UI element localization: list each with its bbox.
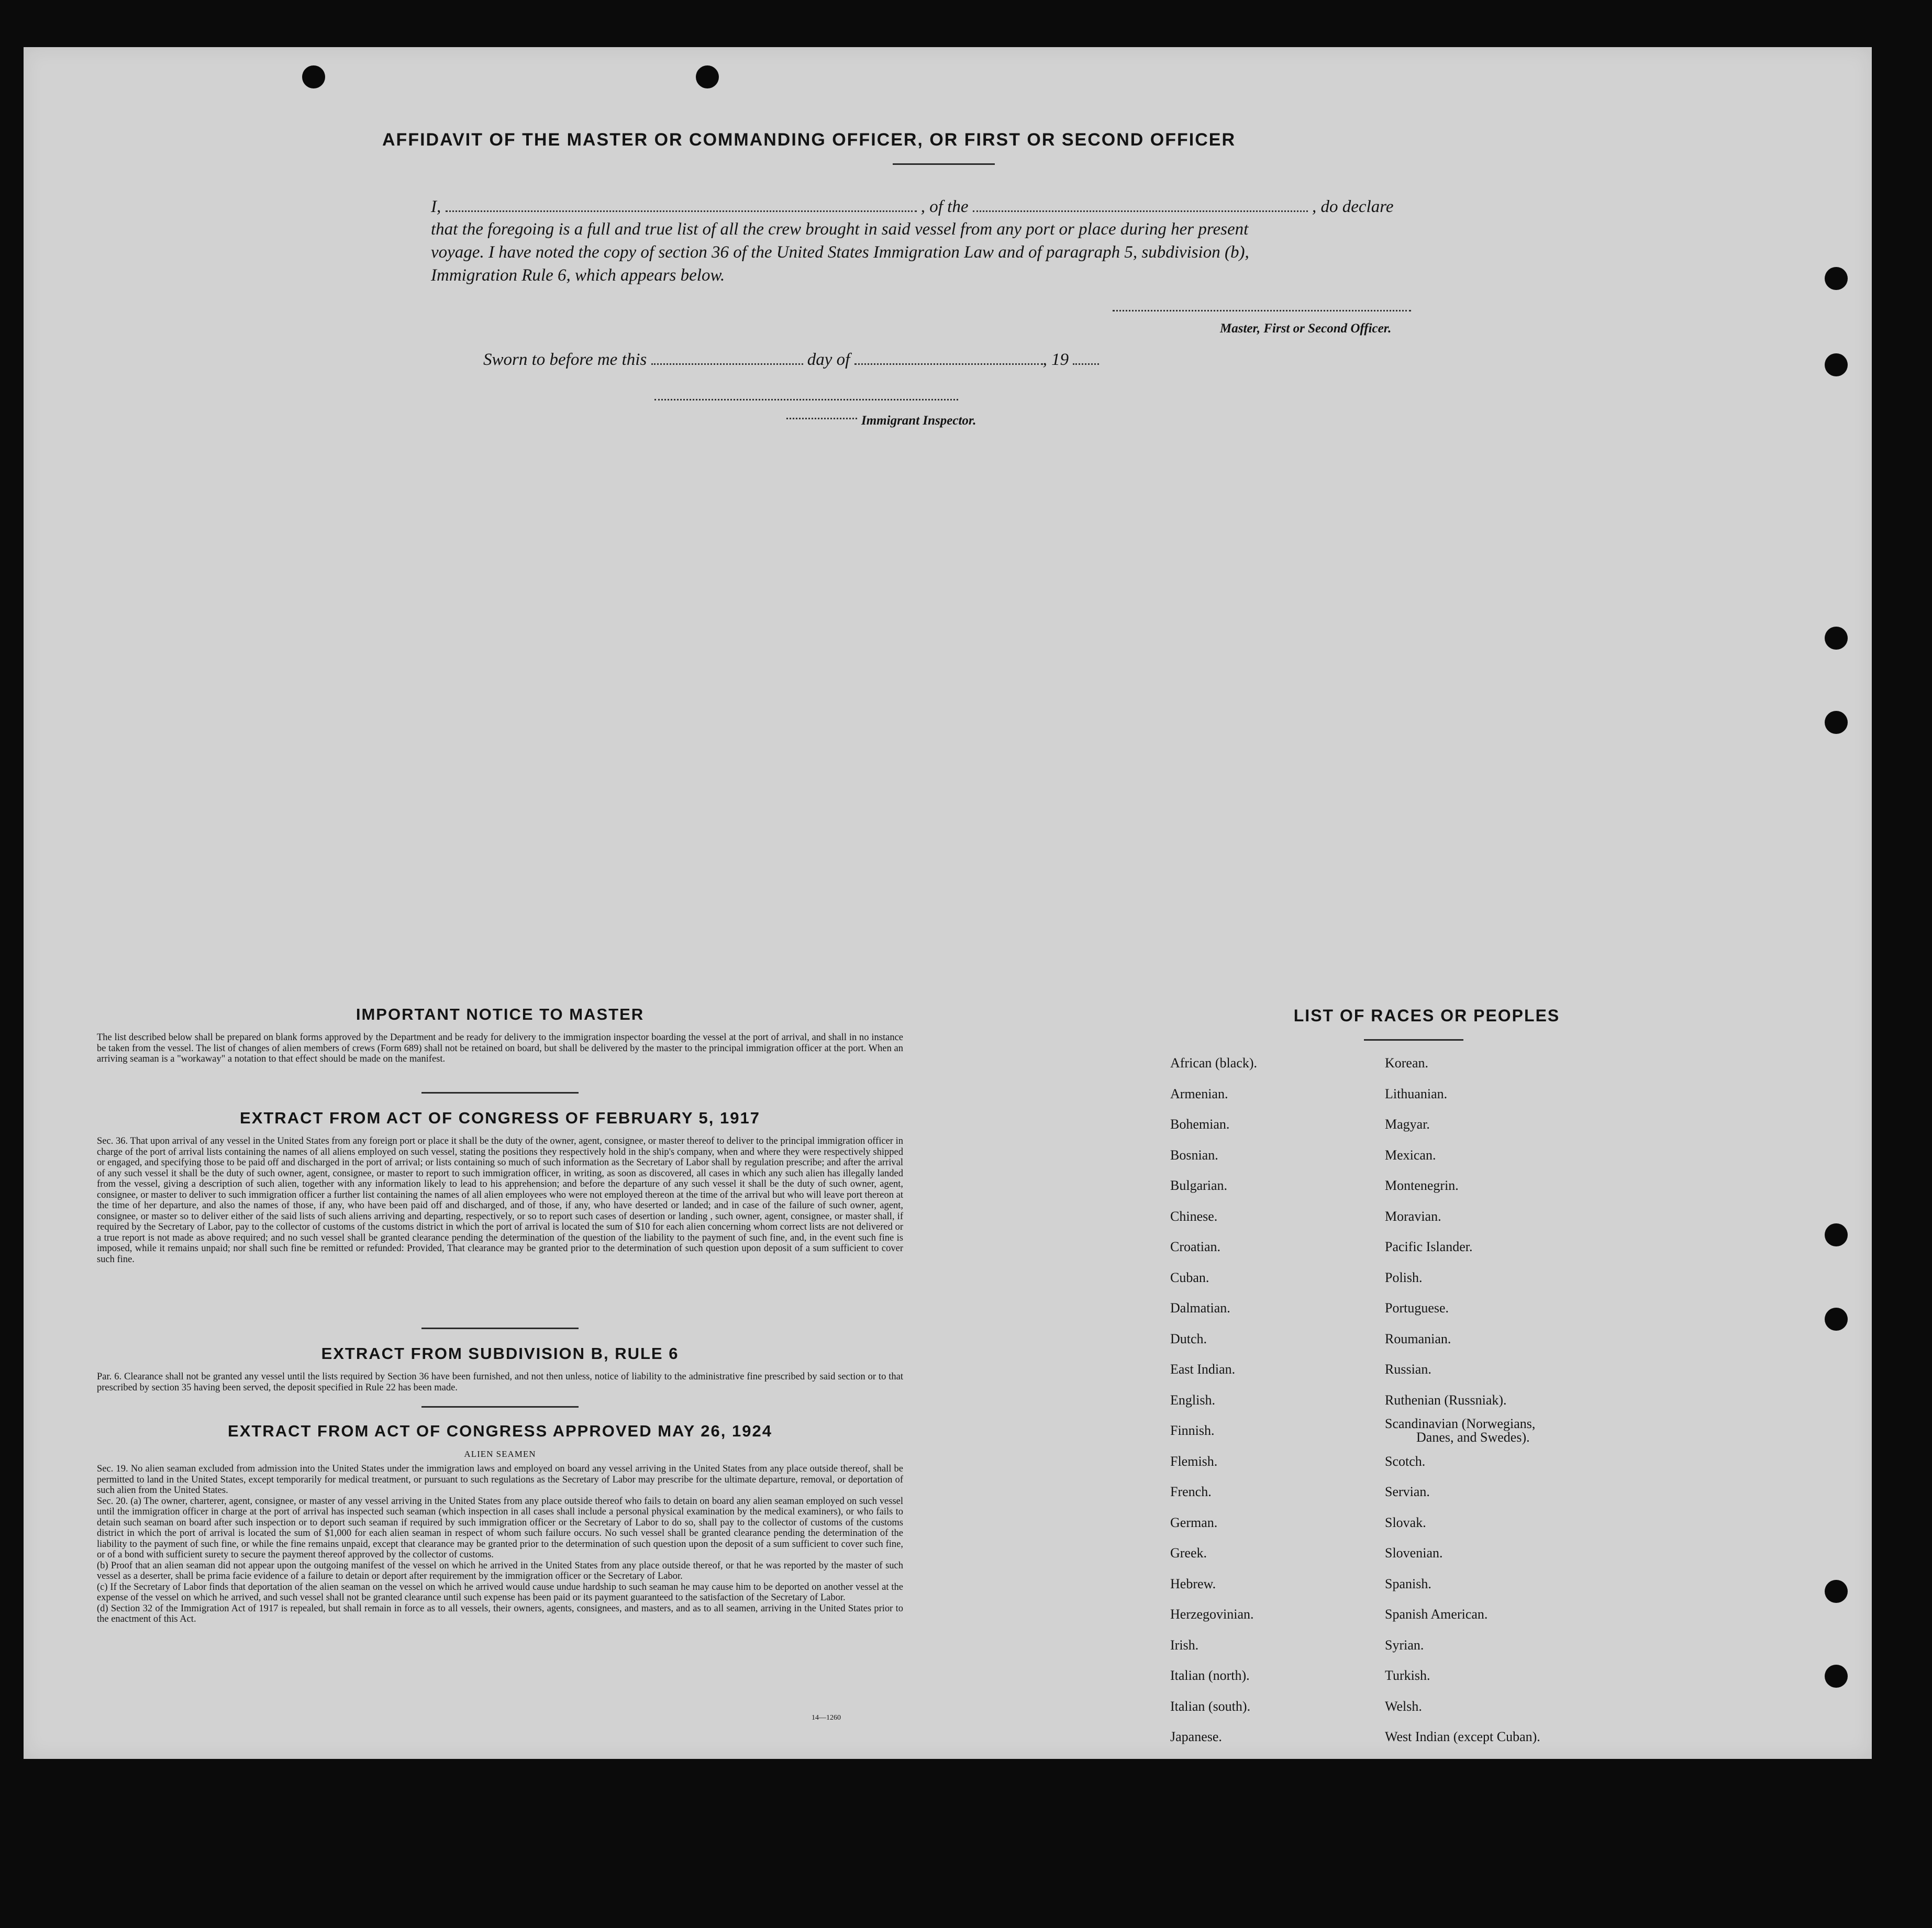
race-item: Montenegrin. [1385,1178,1459,1193]
sworn-day-field[interactable] [651,348,803,365]
race-item: Bulgarian. [1170,1178,1228,1193]
sworn-month-field[interactable] [854,348,1043,365]
binder-hole-right-7 [1825,1580,1848,1603]
race-item: Chinese. [1170,1208,1218,1224]
affidavit-declaration [431,195,1489,287]
race-item: Finnish. [1170,1423,1215,1438]
inspector-signature-label: Immigrant Inspector. [861,414,976,428]
race-item: Magyar. [1385,1117,1430,1132]
affidavit-title: AFFIDAVIT OF THE MASTER OR COMMANDING OFFICER, OR FIRST OR SECOND OFFICER [382,130,1236,150]
extract-rule6-title: EXTRACT FROM SUBDIVISION B, RULE 6 [321,1344,679,1363]
races-divider [1364,1039,1463,1041]
race-item: Armenian. [1170,1086,1228,1101]
race-item: Herzegovinian. [1170,1607,1254,1622]
races-right-column [1385,1048,1540,1753]
race-item: African (black). [1170,1055,1258,1071]
binder-hole-right-5 [1825,1223,1848,1246]
extract-1924-paragraph: (d) Section 32 of the Immigration Act of 1917 is repealed, but shall remain in force as to all vessels, their owners, agents, consignees, and masters, and as to all seamen, arriving in the United States prior to the enactment of this Act. [97,1603,903,1624]
race-item [1385,1416,1540,1446]
extract-1924-text [97,1464,903,1625]
race-item: Hebrew. [1170,1576,1216,1591]
race-item: Syrian. [1385,1637,1424,1653]
race-item-line: Scandinavian (Norwegians, [1385,1416,1536,1431]
race-item: Scotch. [1385,1453,1426,1469]
race-item: Japanese. [1170,1729,1222,1744]
extract-1924-paragraph: (b) Proof that an alien seaman did not appear upon the outgoing manifest of the vessel on which he arrived in the United States from any place outside thereof, or that he was reported by the master of such vessel as a deserter, shall be prima facie evidence of a failure to detain or deport after requirement by the immigration officer or the Secretary of Labor. [97,1560,903,1581]
form-number: 14—1260 [812,1714,841,1722]
race-item: English. [1170,1392,1215,1408]
declaration-line-2: that the foregoing is a full and true list of all the crew brought in said vessel from any port or place during her present [431,220,1249,239]
extract-rule6-divider [421,1406,579,1408]
sworn-day-of: day of [807,350,850,369]
document-page [24,47,1872,1759]
race-item: Croatian. [1170,1239,1221,1254]
race-item: French. [1170,1484,1212,1499]
inspector-prefix-line [786,418,857,419]
sworn-line [483,348,1099,370]
binder-hole-right-1 [1825,267,1848,290]
binder-hole-right-3 [1825,627,1848,650]
race-item: Bosnian. [1170,1147,1218,1163]
race-item: German. [1170,1514,1218,1530]
race-item: Greek. [1170,1545,1207,1561]
race-item: Dutch. [1170,1331,1207,1346]
race-item: Moravian. [1385,1208,1441,1224]
race-item: Welsh. [1385,1698,1422,1714]
extract-rule6-text: Par. 6. Clearance shall not be granted any vessel until the lists required by Section 36 have been furnished, and not then unless, notice of liability to the administrative fine prescribed by said section or to that prescribed by section 35 having been served, the deposit specified in Rule 22 has been made. [97,1372,903,1393]
race-item: Italian (south). [1170,1698,1251,1714]
vessel-name-field[interactable] [973,195,1308,212]
race-item: Roumanian. [1385,1331,1451,1346]
race-item: Polish. [1385,1269,1423,1285]
races-title: LIST OF RACES OR PEOPLES [1293,1006,1560,1025]
race-item-continuation: Danes, and Swedes). [1416,1430,1530,1445]
race-item: West Indian (except Cuban). [1385,1729,1540,1744]
race-item: Pacific Islander. [1385,1239,1473,1254]
race-item: Korean. [1385,1055,1429,1071]
race-item: Mexican. [1385,1147,1436,1163]
sworn-year-prefix: , 19 [1042,350,1069,369]
extract-1924-paragraph: Sec. 20. (a) The owner, charterer, agent, consignee, or master of any vessel arriving in the United States from any place outside thereof who fails to detain on board any alien seaman employed on such vessel until the immigration officer in charge at the port of arrival has inspected such seaman (which inspection in all cases shall include a personal physical examination by the medical examiners), or who fails to detain such seaman on board after such inspection or to deport such seaman if required by such immigration officer or the Secretary of Labor to do so, shall pay to the collector of customs of the customs district in which the port of arrival is located the sum of $1,000 for each alien seaman in respect of whom such failure occurs. No such vessel shall be granted clearance pending the determination of the liability to the payment of such fine, or while the fine remains unpaid, except that clearance may be granted prior to the determination of such question upon the deposit of a sum sufficient to cover such fine, or of a bond with sufficient surety to secure the payment thereof approved by the collector of customs. [97,1496,903,1560]
races-left-column [1170,1048,1257,1753]
extract-1924-paragraph: Sec. 19. No alien seaman excluded from admission into the United States under the immigration laws and employed on board any vessel arriving in the United States from any place outside thereof, shall be permitted to land in the United States, except temporarily for medical treatment, or pursuant to such regulations as the Secretary of Labor may prescribe for the ultimate departure, removal, or deportation of such alien from the United States. [97,1464,903,1496]
race-item: Servian. [1385,1484,1430,1499]
race-item: Russian. [1385,1362,1431,1377]
race-item: Italian (north). [1170,1668,1250,1683]
race-item: Portuguese. [1385,1300,1449,1316]
sworn-prefix: Sworn to before me this [483,350,647,369]
title-divider [893,163,995,165]
declaration-line-4: Immigration Rule 6, which appears below. [431,266,725,285]
declaration-of-the: , of the [920,197,969,216]
race-item: Dalmatian. [1170,1300,1230,1316]
master-signature-line[interactable] [1113,310,1411,311]
binder-hole-top-center [696,65,719,88]
sworn-year-field[interactable] [1073,348,1099,365]
declaration-i: I, [431,197,441,216]
notice-title: IMPORTANT NOTICE TO MASTER [356,1005,645,1023]
race-item: Irish. [1170,1637,1199,1653]
inspector-signature-line[interactable] [654,399,958,400]
race-item: Ruthenian (Russniak). [1385,1392,1507,1408]
race-item: East Indian. [1170,1362,1236,1377]
race-item: Cuban. [1170,1269,1209,1285]
race-item: Slovenian. [1385,1545,1443,1561]
race-item: Lithuanian. [1385,1086,1448,1101]
notice-text: The list described below shall be prepared on blank forms approved by the Department and be ready for delivery to the immigration inspector boarding the vessel at the port of arrival, and shall in no instance be taken from the vessel. The list of changes of alien members of crews (Form 689) shall not be retained on board, but shall be delivered by the master to the principal immigration officer at the port. When an arriving seaman is a "workaway" a notation to that effect should be made on the manifest. [97,1032,903,1064]
binder-hole-right-2 [1825,353,1848,376]
notice-divider [421,1092,579,1094]
officer-name-field[interactable] [446,195,917,212]
extract-1924-subtitle: ALIEN SEAMEN [464,1449,536,1459]
extract-1917-title: EXTRACT FROM ACT OF CONGRESS OF FEBRUARY 5, 1917 [240,1109,760,1127]
race-item: Flemish. [1170,1453,1218,1469]
race-item: Slovak. [1385,1514,1426,1530]
extract-1924-paragraph: (c) If the Secretary of Labor finds that deportation of the alien seaman on the vessel on which he arrived would cause undue hardship to such seaman he may cause him to be deported on another vessel at the expense of the vessel on which he arrived, and such vessel shall not be granted clearance until such expense has been paid or its payment guaranteed to the satisfaction of the Secretary of Labor. [97,1581,903,1603]
binder-hole-right-4 [1825,711,1848,734]
extract-1917-text: Sec. 36. That upon arrival of any vessel in the United States from any foreign port or place it shall be the duty of the owner, agent, consignee, or master thereof to deliver to the principal immigration officer in charge of the port of arrival lists containing the names of all aliens employed on such vessel, stating the positions they respectively hold in the ship's company, when and where they were respectively shipped or engaged, and specifying those to be paid off and discharged in the port of arrival; or lists containing so much of such information as the Secretary of Labor shall by regulation prescribe; and after the arrival of any such vessel it shall be the duty of such owner, agent, consignee, or master to report to such immigration officer, in writing, as soon as discovered, all cases in which any such alien has illegally landed from the vessel, giving a description of such alien, together with any information likely to lead to his apprehension; and before the departure of any such vessel it shall be the duty of such owner, agent, consignee, or master to deliver to such immigration officer a further list containing the names of all alien employees who were not employed thereon at the time of the arrival but who will leave port thereon at the time of her departure, and also the names of those, if any, who have been paid off and discharged, and of those, if any, who have deserted or landed; and in case of the failure of such owner, agent, consignee, or master so to deliver either of the said lists of such aliens arriving and departing, respectively, or so to report such cases of desertion or landing , such owner, agent, consignee, or master shall, if required by the Secretary of Labor, pay to the collector of customs of the customs district in which the port of arrival is located the sum of $10 for each alien concerning whom correct lists are not delivered or a true report is not made as above required; and no such vessel shall be granted clearance pending the determination of the question of the liability to the payment of such fine, and, in the event such fine is imposed, while it remains unpaid; nor shall such fine be remitted or refunded: Provided, That clearance may be granted prior to the determination of such question upon deposit of a sum sufficient to cover such fine. [97,1136,903,1265]
race-item: Turkish. [1385,1668,1430,1683]
declaration-do-declare: , do declare [1312,197,1394,216]
binder-hole-top-left [302,65,325,88]
master-signature-label: Master, First or Second Officer. [1220,321,1392,336]
binder-hole-right-6 [1825,1308,1848,1331]
extract-1917-divider [421,1328,579,1329]
race-item: Spanish. [1385,1576,1431,1591]
race-item: Bohemian. [1170,1117,1230,1132]
extract-1924-title: EXTRACT FROM ACT OF CONGRESS APPROVED MAY 26, 1924 [228,1422,772,1440]
declaration-line-3: voyage. I have noted the copy of section 36 of the United States Immigration Law and of paragraph 5, subdivision (b), [431,243,1249,262]
binder-hole-right-8 [1825,1665,1848,1688]
race-item: Spanish American. [1385,1607,1488,1622]
